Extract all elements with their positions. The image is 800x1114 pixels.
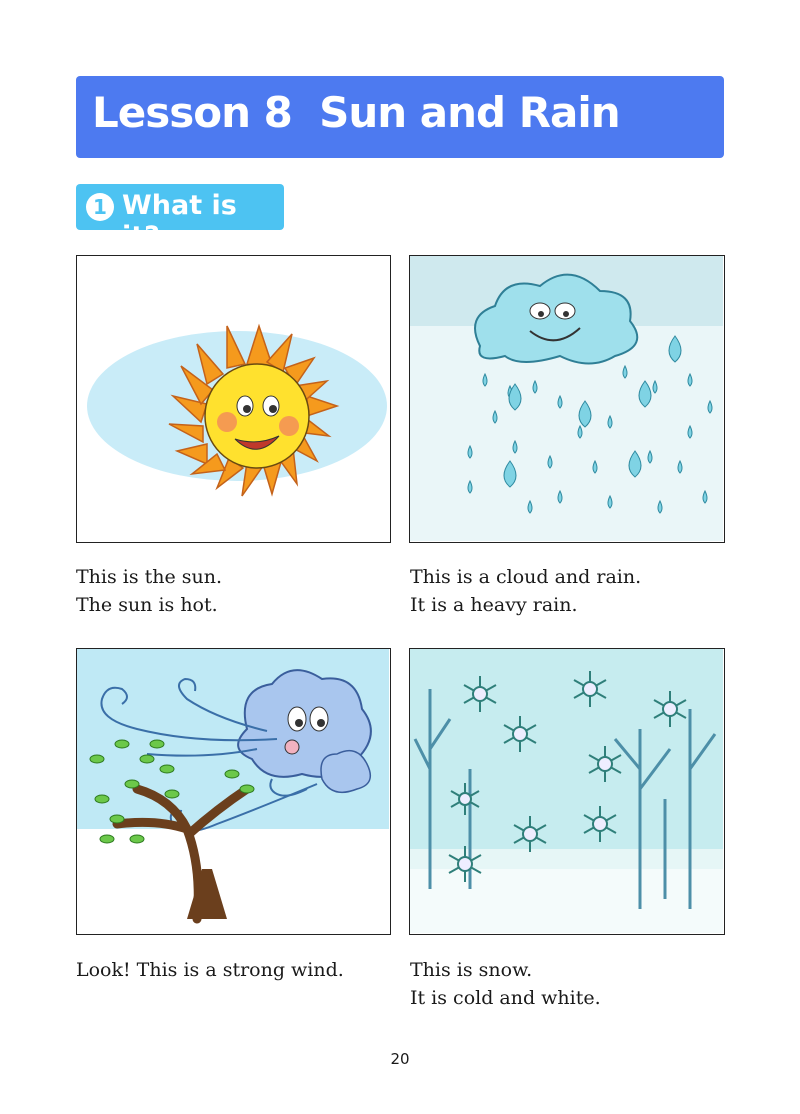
cloud-rain-illustration: [409, 255, 725, 543]
caption-sun: [76, 563, 222, 619]
snow-illustration: [409, 648, 725, 935]
caption-line: This is the sun.: [76, 566, 223, 588]
section-tag: [76, 184, 284, 252]
caption-cloud-rain: [410, 563, 641, 619]
sun-illustration: [76, 255, 391, 543]
section-title: What is it?: [122, 190, 237, 252]
caption-line: This is a cloud and rain.: [410, 566, 642, 588]
caption-line: The sun is hot.: [76, 594, 218, 616]
section-number-badge: 1: [86, 193, 114, 221]
lesson-title: Lesson 8 Sun and Rain: [92, 88, 620, 137]
caption-line: This is snow.: [410, 959, 533, 981]
caption-snow: [410, 956, 601, 1012]
caption-line: It is a heavy rain.: [410, 594, 578, 616]
lesson-title-banner: [76, 76, 724, 158]
caption-wind: [76, 956, 344, 984]
caption-line: It is cold and white.: [410, 987, 601, 1009]
page-number: 20: [390, 1050, 410, 1068]
caption-line: Look! This is a strong wind.: [76, 959, 344, 981]
wind-illustration: [76, 648, 391, 935]
